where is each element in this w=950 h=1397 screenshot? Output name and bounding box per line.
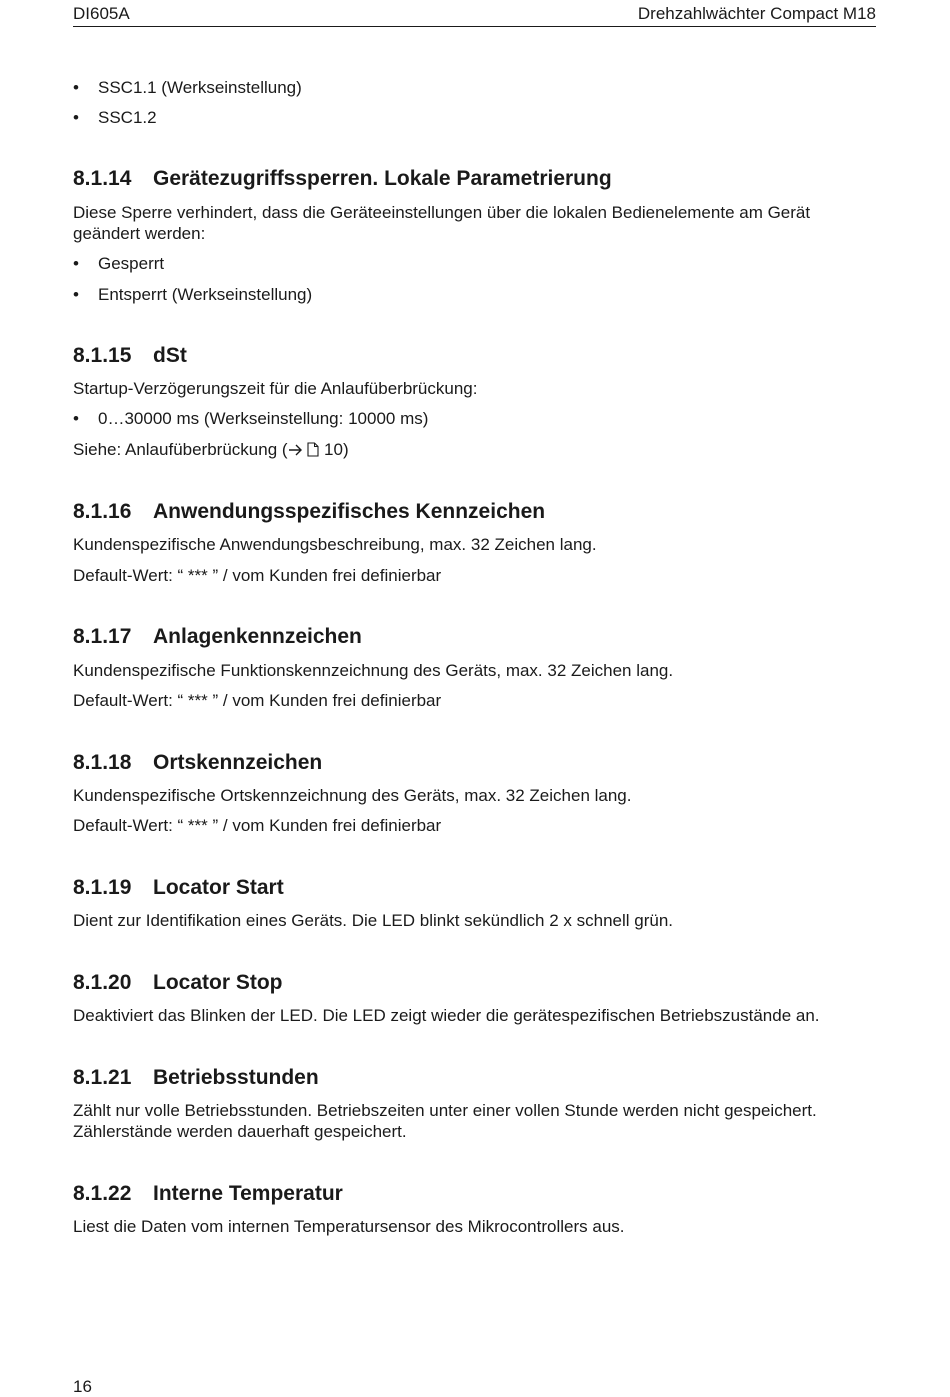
section-number: 8.1.19 (73, 876, 132, 899)
section-number: 8.1.18 (73, 751, 132, 774)
section-heading-8-1-16 (73, 500, 545, 524)
default-value: Default-Wert: “ *** ” / vom Kunden frei definierbar (73, 566, 442, 585)
section-title: Locator Start (153, 876, 284, 899)
list-item: • Entsperrt (Werkseinstellung) (73, 284, 312, 305)
section-number: 8.1.17 (73, 625, 132, 648)
section-heading-8-1-19 (73, 876, 284, 900)
section-heading-8-1-15 (73, 344, 187, 368)
section-title: Anwendungsspezifisches Kennzeichen (153, 500, 546, 523)
section-paragraph: Zählt nur volle Betriebsstunden. Betriebszeiten unter einer vollen Stunde werden nicht gespeichert. Zählerstände werden dauerhaft gespeichert. (73, 1101, 817, 1141)
header-product-title: Drehzahlwächter Compact M18 (637, 4, 876, 23)
section-title: Interne Temperatur (153, 1182, 343, 1205)
section-number: 8.1.14 (73, 167, 132, 190)
section-title: Anlagenkennzeichen (153, 625, 362, 648)
section-paragraph: Kundenspezifische Ortskennzeichnung des Geräts, max. 32 Zeichen lang. (73, 786, 632, 805)
section-heading-8-1-17 (73, 625, 362, 649)
section-number: 8.1.16 (73, 500, 132, 523)
header-document-id: DI605A (73, 4, 130, 23)
section-title: Locator Stop (153, 971, 283, 994)
default-value: Default-Wert: “ *** ” / vom Kunden frei definierbar (73, 816, 442, 835)
page-icon (307, 441, 319, 462)
section-title: Betriebsstunden (153, 1066, 319, 1089)
section-title: dSt (153, 344, 187, 367)
arrow-right-icon (288, 441, 303, 462)
section-paragraph: Kundenspezifische Anwendungsbeschreibung, max. 32 Zeichen lang. (73, 535, 597, 554)
section-number: 8.1.20 (73, 971, 132, 994)
cross-reference-page[interactable]: 10 (324, 440, 343, 459)
cross-reference-suffix: ) (342, 440, 349, 459)
section-paragraph: Dient zur Identifikation eines Geräts. Die LED blinkt sekündlich 2 x schnell grün. (73, 911, 674, 930)
list-item: • Gesperrt (73, 253, 164, 274)
section-heading-8-1-14 (73, 167, 612, 191)
section-number: 8.1.22 (73, 1182, 132, 1205)
section-heading-8-1-20 (73, 971, 283, 995)
cross-reference (73, 439, 349, 462)
section-paragraph: Kundenspezifische Funktionskennzeichnung des Geräts, max. 32 Zeichen lang. (73, 661, 674, 680)
section-title: Gerätezugriffssperren. Lokale Parametrierung (153, 167, 612, 190)
section-paragraph: Diese Sperre verhindert, dass die Geräteeinstellungen über die lokalen Bedienelemente am Gerät geändert werden: (73, 203, 811, 243)
section-heading-8-1-21 (73, 1066, 319, 1090)
list-item: • SSC1.1 (Werkseinstellung) (73, 77, 302, 98)
cross-reference-text: Siehe: Anlaufüberbrückung ( (73, 440, 288, 459)
section-paragraph: Deaktiviert das Blinken der LED. Die LED zeigt wieder die gerätespezifischen Betriebszustände an. (73, 1006, 820, 1025)
section-number: 8.1.21 (73, 1066, 132, 1089)
list-item: • SSC1.2 (73, 107, 157, 128)
section-title: Ortskennzeichen (153, 751, 323, 774)
section-heading-8-1-18 (73, 751, 322, 775)
section-number: 8.1.15 (73, 344, 132, 367)
page-header (73, 4, 876, 27)
section-paragraph: Startup-Verzögerungszeit für die Anlaufüberbrückung: (73, 379, 478, 398)
section-heading-8-1-22 (73, 1182, 343, 1206)
page-number: 16 (73, 1377, 92, 1396)
list-item: • 0…30000 ms (Werkseinstellung: 10000 ms) (73, 408, 428, 429)
section-paragraph: Liest die Daten vom internen Temperatursensor des Mikrocontrollers aus. (73, 1217, 625, 1236)
default-value: Default-Wert: “ *** ” / vom Kunden frei definierbar (73, 691, 442, 710)
